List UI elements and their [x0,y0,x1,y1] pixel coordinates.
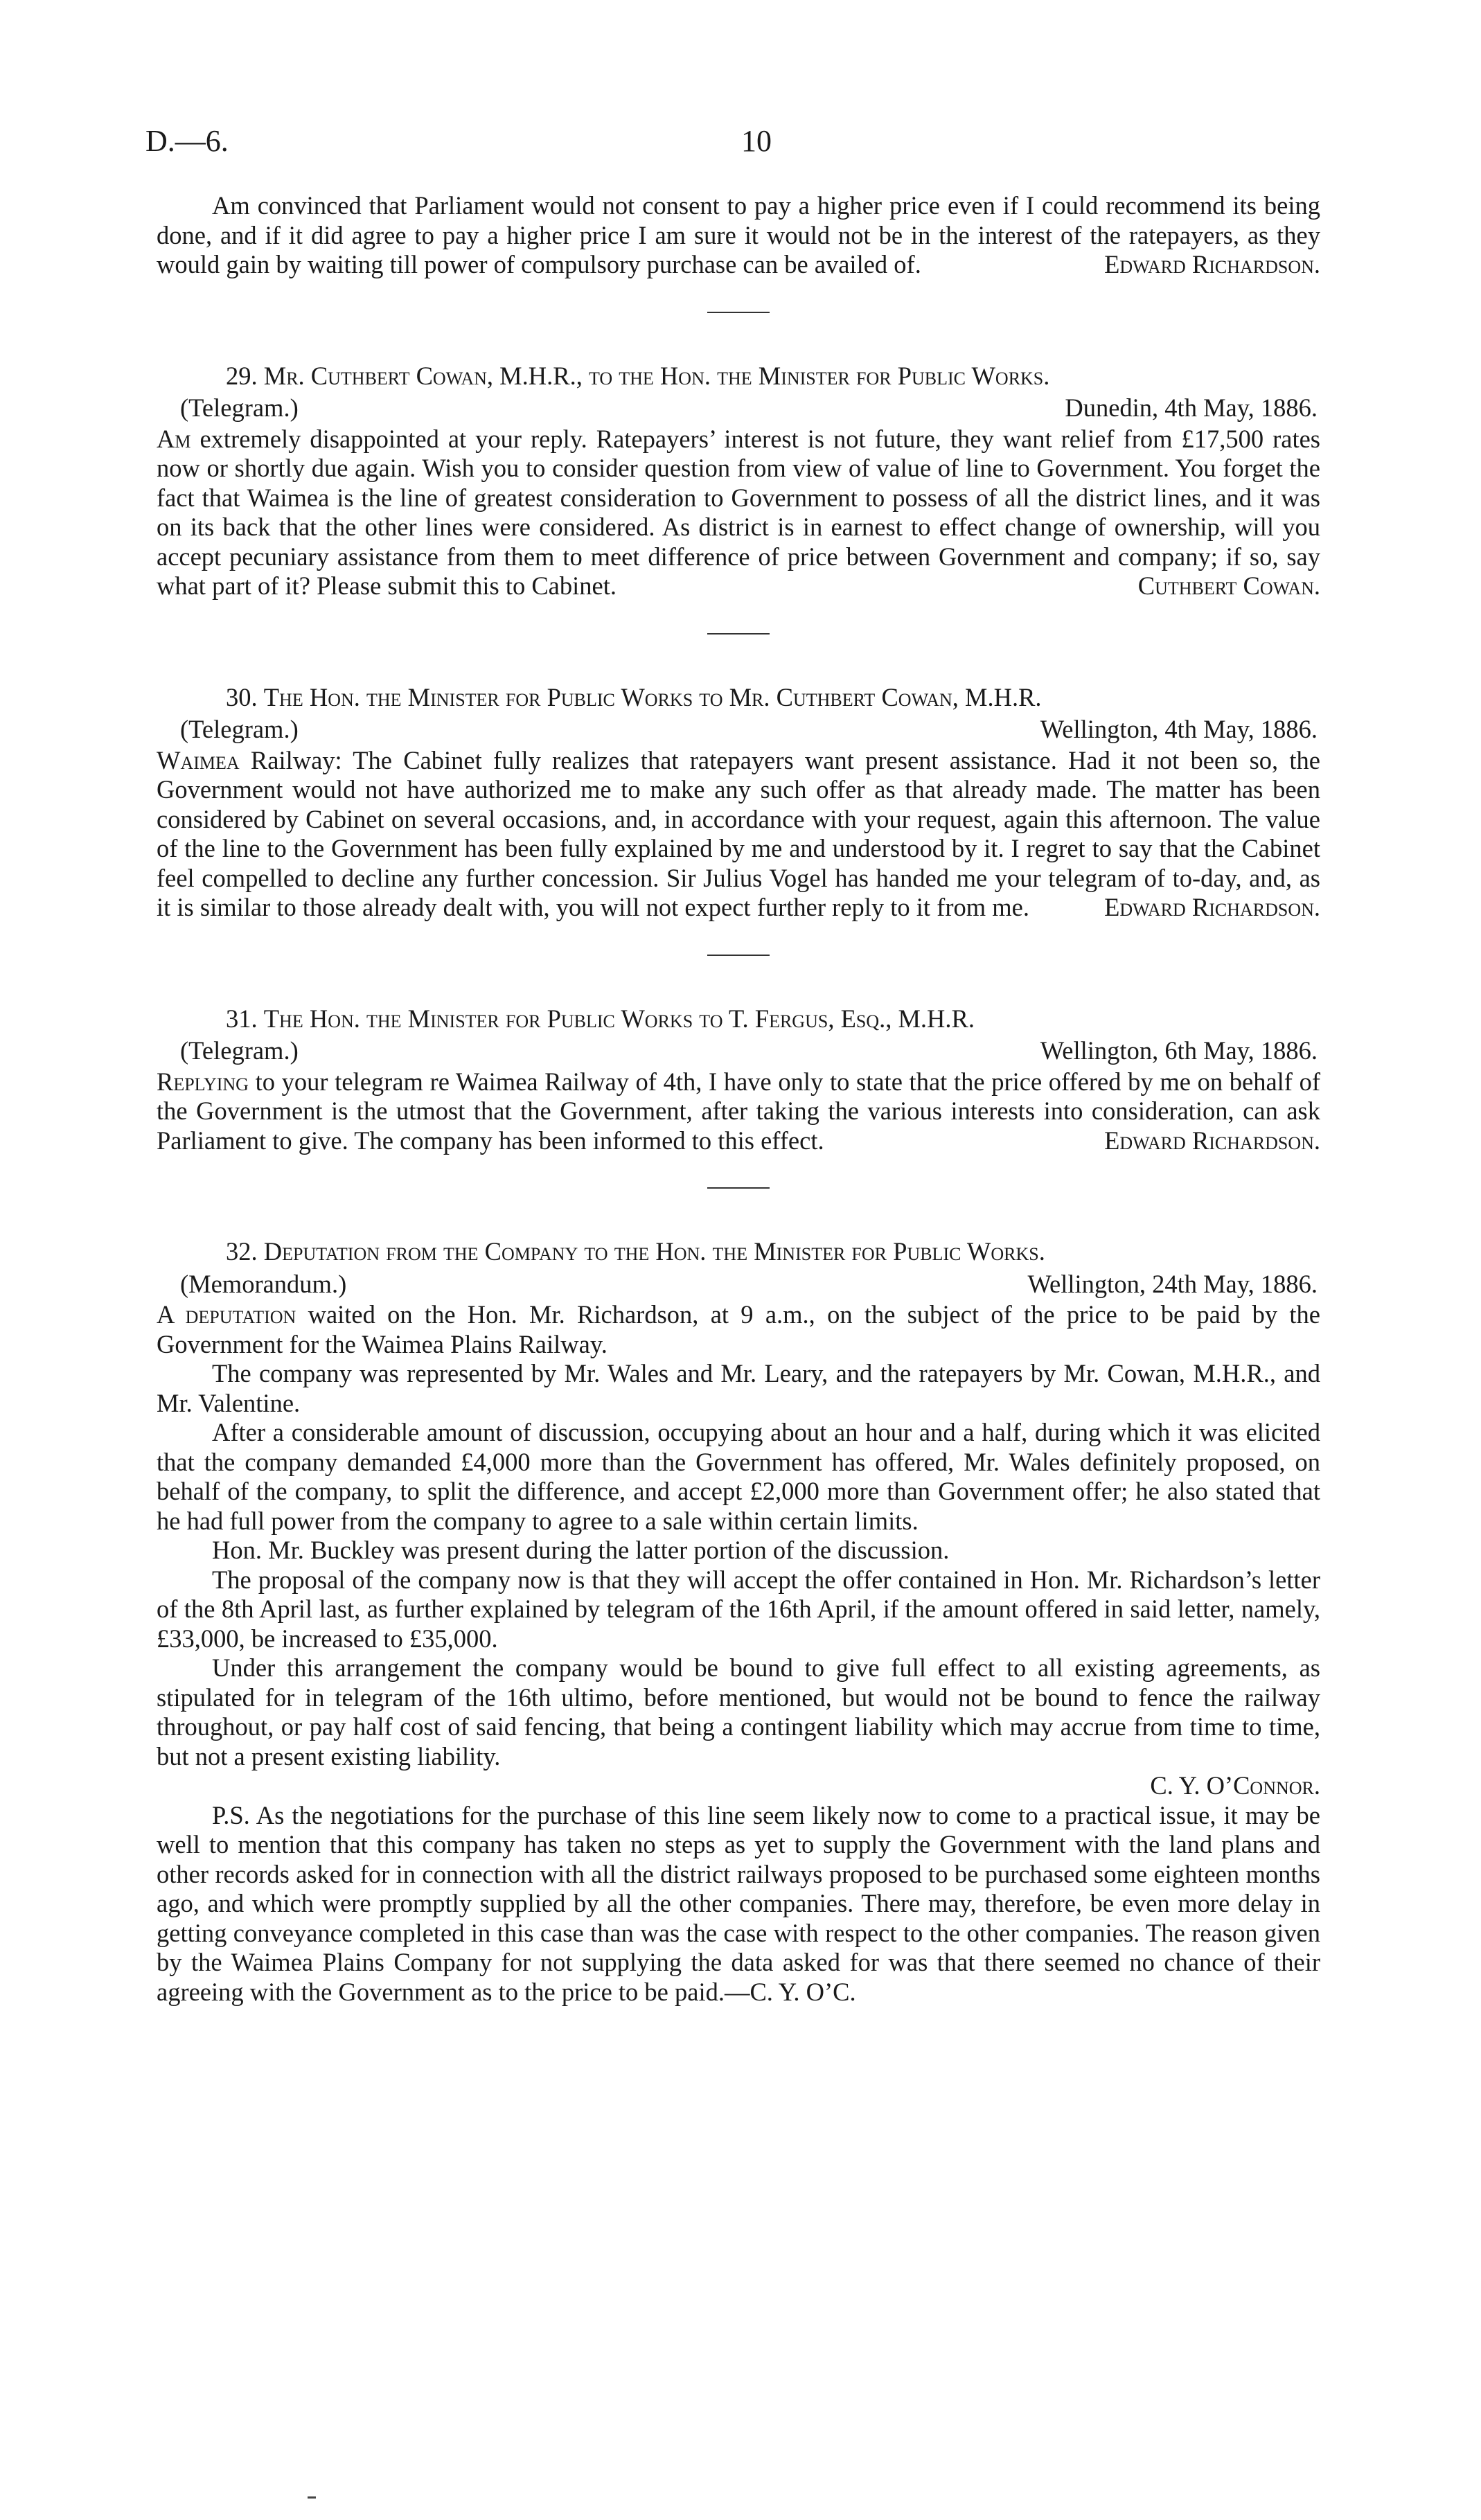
memorandum-32 [157,1237,1320,2007]
item-number: 30. [226,682,258,711]
signature: Edward Richardson. [1104,893,1320,921]
telegram-29-body [157,425,1320,601]
heading-text: The Hon. the Minister for Public Works to Mr. Cuthbert Cowan, M.H.R. [263,682,1042,711]
heading-text: The Hon. the Minister for Public Works to T. Fergus, Esq., M.H.R. [263,1004,975,1033]
document-kind: (Memorandum.) [180,1269,347,1298]
document-kind: (Telegram.) [180,715,299,743]
memorandum-32-heading [157,1237,1320,1267]
page-header [145,123,1323,165]
memorandum-paragraph-4: Hon. Mr. Buckley was present during the latter portion of the discussion. [212,1536,950,1564]
section-divider [707,1187,770,1189]
document-body [157,191,1320,2007]
heading-text: Deputation from the Company to the Hon. the Minister for Public Works. [263,1237,1045,1266]
telegram-31 [157,1004,1320,1156]
memorandum-32-meta [157,1270,1320,1299]
telegram-30-meta [157,715,1320,745]
telegram-31-body [157,1067,1320,1156]
memorandum-paragraph-6: Under this arrangement the company would be bound to give full effect to all existing agreements, as stipulated for in telegram of the 16th ultimo, before mentioned, but would not be bound to fence the railway throughout, or pay half cost of said fencing, that being a contingent liability which may accrue from time to time, but not a present existing liability. [157,1653,1320,1771]
memorandum-paragraph-5: The proposal of the company now is that they will accept the offer contained in Hon. Mr. Richardson’s letter of the 8th April last, as further explained by telegram of the 16th April, if the amount offered in said letter, namely, £33,000, be increased to £35,000. [157,1565,1320,1653]
intro-paragraph [157,191,1320,280]
memorandum-paragraph-1 [157,1300,1320,1359]
body-text: extremely disappointed at your reply. Ratepayers’ interest is not future, they want relief from £17,500 rates now or shortly due again. Wish you to consider question from view of value of line to Government. You forget the fact that Waimea is the line of greatest consideration to Government to possess of all the district lines, and it was on its back that the other lines were considered. As district is in earnest to effect change of ownership, will you accept pecuniary assistance from them to meet difference of price between Government and company; if so, say what part of it? Please submit this to Cabinet. [157,424,1320,600]
document-kind: (Telegram.) [180,1036,299,1065]
heading-text: Mr. Cuthbert Cowan, M.H.R., to the Hon. the Minister for Public Works. [263,361,1050,390]
postscript: P.S. As the negotiations for the purchase of this line seem likely now to come to a practical issue, it may be well to mention that this company has taken no steps as yet to supply the Government with the land plans and other records asked for in connection with all the district railways proposed to be purchased some eighteen months ago, and which were promptly supplied by all the other companies. There may, therefore, be even more delay in getting conveyance completed in this case than was the case with respect to the other companies. The reason given by the Waimea Plains Company for not supplying the data asked for was that there seemed no chance of their agreeing with the Government as to the price to be paid.—C. Y. O’C. [157,1800,1320,2006]
place-date: Wellington, 6th May, 1886. [1040,1036,1318,1065]
memorandum-signature: C. Y. O’Connor. [1150,1771,1320,1800]
body-text: Railway: The Cabinet fully realizes that ratepayers want present assistance. Had it not been so, the Government would not have authorized me to make any such offer as that already made. The matter has been considered by Cabinet on several occasions, and, in accordance with your request, again this afternoon. The value of the line to the Government has been fully explained by me and understood by it. I regret to say that the Cabinet feel compelled to decline any further concession. Sir Julius Vogel has handed me your telegram of to-day, and, as it is similar to those already dealt with, you will not expect further reply to it from me. [157,745,1320,921]
place-date: Wellington, 4th May, 1886. [1040,715,1318,743]
document-reference: D.—6. [145,124,229,158]
telegram-29-heading [157,362,1320,391]
item-number: 29. [226,361,258,390]
telegram-29-meta [157,393,1320,423]
item-number: 31. [226,1004,258,1033]
document-kind: (Telegram.) [180,393,299,422]
item-number: 32. [226,1237,258,1266]
place-date: Dunedin, 4th May, 1886. [1065,393,1318,422]
section-divider [707,312,770,313]
page-number: 10 [741,124,772,158]
telegram-31-heading [157,1004,1320,1034]
intro-signature: Edward Richardson. [1104,250,1320,278]
memorandum-paragraph-2: The company was represented by Mr. Wales and Mr. Leary, and the ratepayers by Mr. Cowan, M.H.R., and Mr. Valentine. [157,1359,1320,1417]
place-date: Wellington, 24th May, 1886. [1027,1269,1318,1298]
signature: Cuthbert Cowan. [1137,571,1320,600]
telegram-30-heading [157,683,1320,713]
signature: Edward Richardson. [1104,1126,1320,1155]
section-divider [707,633,770,635]
printer-mark [308,2496,316,2499]
body-text: to your telegram re Waimea Railway of 4th, I have only to state that the price offered by me on behalf of the Government is the utmost that the Government, after taking the various interests into consideration, can ask Parliament to give. The company has been informed to this effect. [157,1067,1320,1155]
telegram-31-meta [157,1036,1320,1066]
telegram-30 [157,683,1320,923]
lead-word: A deputation [157,1300,296,1329]
intro-text: Am convinced that Parliament would not consent to pay a higher price even if I could recommend its being done, and if it did agree to pay a higher price I am sure it would not be in the interest of the ratepayers, as they would gain by waiting till power of compulsory purchase can be availed of. [157,191,1320,278]
lead-word: Am [157,424,191,453]
telegram-30-body [157,746,1320,923]
lead-word: Replying [157,1067,249,1096]
lead-word: Waimea [157,745,240,774]
body-text: waited on the Hon. Mr. Richardson, at 9 a.m., on the subject of the price to be paid by the Government for the Waimea Plains Railway. [157,1300,1320,1358]
memorandum-paragraph-3: After a considerable amount of discussion, occupying about an hour and a half, during which it was elicited that the company demanded £4,000 more than the Government has offered, Mr. Wales definitely proposed, on behalf of the company, to split the difference, and accept £2,000 more than Government offer; he also stated that he had full power from the company to agree to a sale within certain limits. [157,1418,1320,1535]
telegram-29 [157,362,1320,601]
section-divider [707,955,770,956]
